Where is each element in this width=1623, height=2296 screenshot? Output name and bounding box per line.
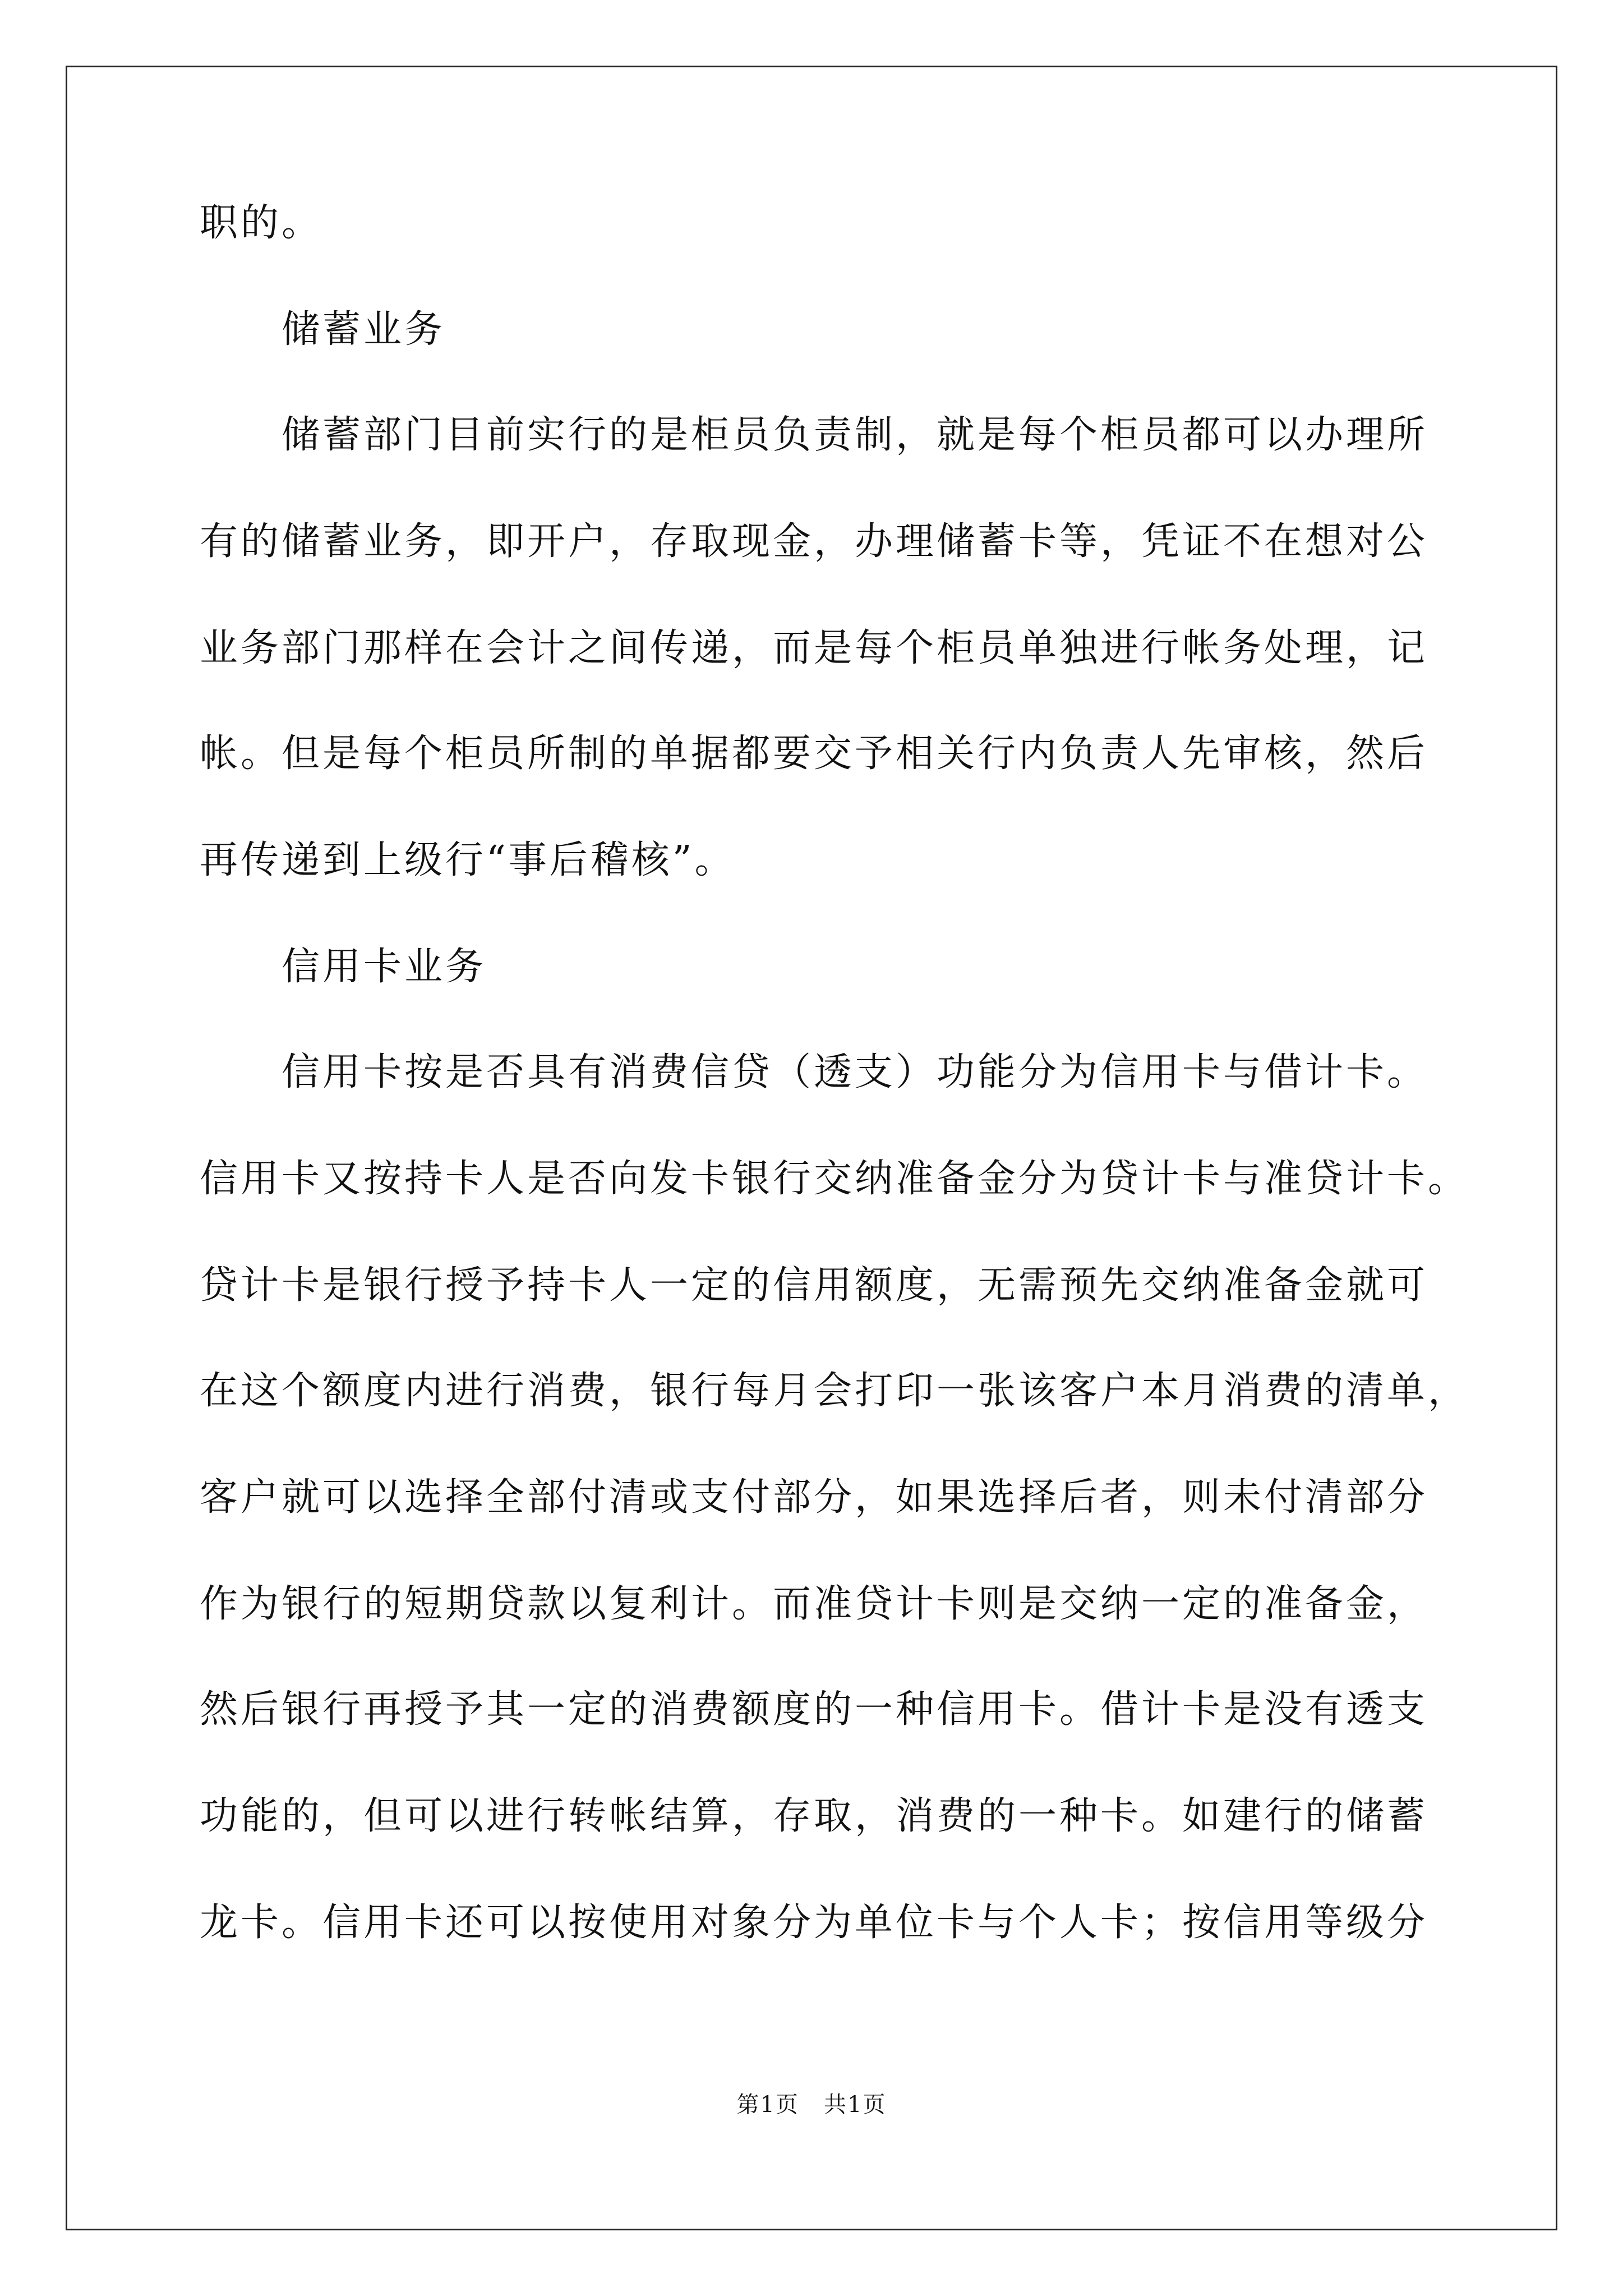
text-line: 信用卡又按持卡人是否向发卡银行交纳准备金分为贷计卡与准贷计卡。 (200, 1157, 1469, 1201)
text-line: 贷计卡是银行授予持卡人一定的信用额度，无需预先交纳准备金就可 (200, 1263, 1428, 1308)
section-heading-credit-card: 信用卡业务 (282, 945, 487, 989)
page-footer: 第1页 共1页 (736, 2092, 887, 2118)
text-line: 业务部门那样在会计之间传递，而是每个柜员单独进行帐务处理，记 (200, 626, 1428, 670)
text-line: 龙卡。信用卡还可以按使用对象分为单位卡与个人卡；按信用等级分 (200, 1901, 1428, 1945)
text-line: 帐。但是每个柜员所制的单据都要交予相关行内负责人先审核，然后 (200, 731, 1428, 776)
text-line: 功能的，但可以进行转帐结算，存取，消费的一种卡。如建行的储蓄 (200, 1794, 1428, 1838)
text-line: 然后银行再授予其一定的消费额度的一种信用卡。借计卡是没有透支 (200, 1687, 1428, 1732)
text-line: 客户就可以选择全部付清或支付部分，如果选择后者，则未付清部分 (200, 1475, 1428, 1520)
section-heading-savings: 储蓄业务 (282, 307, 446, 352)
text-line: 储蓄部门目前实行的是柜员负责制，就是每个柜员都可以办理所 (282, 413, 1428, 457)
text-line: 职的。 (200, 201, 323, 245)
text-line: 作为银行的短期贷款以复利计。而准贷计卡则是交纳一定的准备金， (200, 1582, 1428, 1626)
text-line: 在这个额度内进行消费，银行每月会打印一张该客户本月消费的清单， (200, 1369, 1469, 1413)
text-line: 信用卡按是否具有消费信贷（透支）功能分为信用卡与借计卡。 (282, 1050, 1428, 1094)
text-line: 再传递到上级行“事后稽核”。 (200, 838, 736, 882)
text-line: 有的储蓄业务，即开户，存取现金，办理储蓄卡等，凭证不在想对公 (200, 519, 1428, 564)
